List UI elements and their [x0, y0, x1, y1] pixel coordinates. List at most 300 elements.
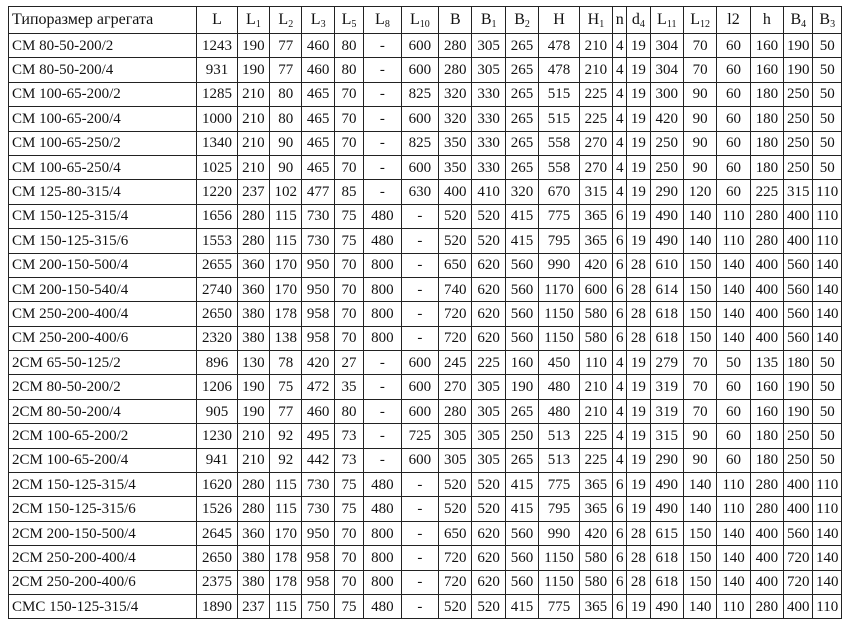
dimension-cell: 319: [650, 375, 683, 399]
dimension-cell: 90: [683, 82, 716, 106]
dimension-cell: 580: [579, 570, 612, 594]
dimension-cell: 19: [627, 594, 650, 618]
dimension-cell: 265: [505, 34, 538, 58]
dimension-cell: 520: [439, 229, 472, 253]
dimension-cell: 28: [627, 253, 650, 277]
dimension-cell: 490: [650, 229, 683, 253]
dimension-cell: 73: [334, 424, 363, 448]
dimension-cell: 75: [334, 594, 363, 618]
table-row: [9, 473, 842, 497]
dimension-cell: 4: [613, 82, 627, 106]
dimension-cell: 210: [579, 58, 612, 82]
dimension-cell: 70: [683, 399, 716, 423]
column-header-label: H: [587, 11, 600, 28]
dimension-cell: 19: [627, 204, 650, 228]
dimension-cell: 265: [505, 155, 538, 179]
dimension-cell: 320: [439, 107, 472, 131]
dimension-cell: 720: [784, 570, 813, 594]
column-header-subscript: 1: [491, 19, 497, 30]
dimension-cell: 365: [579, 204, 612, 228]
table-row: [9, 204, 842, 228]
table-row: [9, 34, 842, 58]
dimension-cell: 515: [539, 82, 579, 106]
dimension-cell: 90: [683, 107, 716, 131]
dimension-cell: 304: [650, 34, 683, 58]
dimension-cell: 305: [472, 58, 505, 82]
dimension-cell: 400: [750, 570, 783, 594]
dimension-cell: 580: [579, 302, 612, 326]
dimension-cell: 1656: [197, 204, 237, 228]
dimension-cell: 60: [717, 34, 750, 58]
table-row: [9, 302, 842, 326]
dimension-cell: 650: [439, 521, 472, 545]
dimension-cell: 360: [237, 253, 269, 277]
dimension-cell: 110: [813, 497, 842, 521]
dimension-cell: 480: [539, 399, 579, 423]
dimension-cell: 6: [613, 302, 627, 326]
dimension-cell: 730: [302, 229, 334, 253]
dimension-cell: 795: [539, 229, 579, 253]
dimension-cell: 480: [364, 473, 401, 497]
dimension-cell: 178: [270, 570, 302, 594]
table-row: [9, 521, 842, 545]
dimension-cell: 520: [472, 497, 505, 521]
dimension-cell: 618: [650, 302, 683, 326]
dimension-cell: 50: [813, 82, 842, 106]
table-body: [9, 34, 842, 619]
dimension-cell: 280: [237, 229, 269, 253]
dimension-cell: 775: [539, 594, 579, 618]
dimension-cell: 740: [439, 277, 472, 301]
dimension-cell: 515: [539, 107, 579, 131]
dimension-cell: 620: [472, 277, 505, 301]
dimension-cell: 140: [683, 594, 716, 618]
column-header-subscript: 2: [524, 19, 530, 30]
dimension-cell: 210: [579, 375, 612, 399]
dimension-cell: 250: [784, 424, 813, 448]
dimension-cell: 1340: [197, 131, 237, 155]
dimension-cell: 490: [650, 204, 683, 228]
dimension-cell: 520: [439, 497, 472, 521]
dimension-cell: 614: [650, 277, 683, 301]
dimension-cell: 1230: [197, 424, 237, 448]
dimension-cell: 600: [579, 277, 612, 301]
dimension-cell: 905: [197, 399, 237, 423]
dimension-cell: 600: [401, 34, 438, 58]
dimension-cell: 415: [505, 204, 538, 228]
dimension-cell: 4: [613, 58, 627, 82]
unit-model-cell: СМС 150-125-315/4: [9, 594, 197, 618]
table-row: [9, 351, 842, 375]
dimension-cell: 6: [613, 277, 627, 301]
dimension-cell: 420: [579, 521, 612, 545]
dimension-cell: 896: [197, 351, 237, 375]
dimension-cell: 35: [334, 375, 363, 399]
dimension-cell: 350: [439, 131, 472, 155]
dimension-cell: 560: [784, 521, 813, 545]
dimension-cell: 28: [627, 326, 650, 350]
dimension-cell: 210: [237, 155, 269, 179]
dimension-cell: 265: [505, 58, 538, 82]
dimension-cell: 110: [717, 229, 750, 253]
table-row: [9, 131, 842, 155]
column-header-label: L: [690, 11, 701, 28]
dimension-cell: 50: [813, 351, 842, 375]
dimension-cell: 520: [439, 204, 472, 228]
dimension-cell: -: [401, 570, 438, 594]
dimension-cell: 450: [539, 351, 579, 375]
dimension-cell: -: [401, 497, 438, 521]
dimension-cell: 150: [683, 302, 716, 326]
column-header: [650, 7, 683, 34]
dimension-cell: 795: [539, 497, 579, 521]
dimension-cell: -: [364, 448, 401, 472]
dimension-cell: 6: [613, 473, 627, 497]
dimension-cell: 558: [539, 155, 579, 179]
dimension-cell: 19: [627, 351, 650, 375]
dimension-cell: 304: [650, 58, 683, 82]
column-header-subscript: 4: [801, 19, 807, 30]
table-row: [9, 375, 842, 399]
dimension-cell: 520: [472, 594, 505, 618]
dimension-cell: 365: [579, 229, 612, 253]
dimension-cell: 110: [717, 497, 750, 521]
table-row: [9, 497, 842, 521]
column-header: [270, 7, 302, 34]
dimension-cell: 140: [717, 277, 750, 301]
dimension-cell: 85: [334, 180, 363, 204]
dimension-cell: 140: [717, 302, 750, 326]
dimension-cell: 4: [613, 107, 627, 131]
column-header: [9, 7, 197, 34]
dimension-cell: 931: [197, 58, 237, 82]
unit-model-cell: 2СМ 100-65-200/2: [9, 424, 197, 448]
dimension-cell: 6: [613, 253, 627, 277]
dimension-cell: 315: [650, 424, 683, 448]
dimension-cell: 270: [579, 155, 612, 179]
dimension-cell: 800: [364, 253, 401, 277]
dimension-cell: 210: [237, 424, 269, 448]
dimension-cell: 140: [717, 521, 750, 545]
dimension-cell: 460: [302, 399, 334, 423]
dimension-cell: 265: [505, 82, 538, 106]
dimension-cell: 140: [683, 497, 716, 521]
unit-model-cell: СМ 150-125-315/4: [9, 204, 197, 228]
dimension-cell: 720: [439, 546, 472, 570]
table-row: [9, 58, 842, 82]
dimension-cell: 560: [784, 277, 813, 301]
dimension-cell: 320: [505, 180, 538, 204]
dimension-cell: 415: [505, 229, 538, 253]
dimension-cell: 170: [270, 521, 302, 545]
column-header-subscript: 3: [830, 19, 836, 30]
dimension-cell: 560: [505, 277, 538, 301]
unit-model-cell: СМ 80-50-200/4: [9, 58, 197, 82]
dimension-cell: 560: [784, 302, 813, 326]
dimension-cell: 140: [813, 546, 842, 570]
dimension-cell: 442: [302, 448, 334, 472]
table-row: [9, 546, 842, 570]
dimension-cell: 70: [334, 155, 363, 179]
dimension-cell: 210: [237, 82, 269, 106]
dimension-cell: 410: [472, 180, 505, 204]
dimension-cell: 6: [613, 570, 627, 594]
dimension-cell: 180: [750, 448, 783, 472]
dimension-cell: -: [401, 521, 438, 545]
dimension-cell: 320: [439, 82, 472, 106]
dimension-cell: 558: [539, 131, 579, 155]
dimension-cell: 560: [505, 521, 538, 545]
column-header: [197, 7, 237, 34]
dimension-cell: 250: [784, 155, 813, 179]
dimension-cell: 380: [237, 570, 269, 594]
dimension-cell: 110: [717, 594, 750, 618]
dimension-cell: -: [364, 375, 401, 399]
dimension-cell: 19: [627, 448, 650, 472]
dimension-cell: 400: [784, 594, 813, 618]
dimension-cell: 250: [650, 155, 683, 179]
column-header-label: B: [819, 11, 831, 28]
dimension-cell: 280: [237, 497, 269, 521]
dimension-cell: 77: [270, 58, 302, 82]
dimension-cell: 19: [627, 155, 650, 179]
dimension-cell: 70: [334, 326, 363, 350]
dimension-cell: 70: [334, 131, 363, 155]
dimension-cell: -: [364, 58, 401, 82]
column-header: [579, 7, 612, 34]
dimension-cell: 1150: [539, 546, 579, 570]
dimension-cell: -: [401, 473, 438, 497]
dimension-cell: 520: [439, 594, 472, 618]
column-header: [401, 7, 438, 34]
dimension-cell: 280: [439, 399, 472, 423]
column-header-label: H: [553, 11, 565, 28]
table-row: [9, 180, 842, 204]
unit-model-cell: 2СМ 150-125-315/6: [9, 497, 197, 521]
dimension-cell: 280: [750, 497, 783, 521]
dimension-cell: 990: [539, 521, 579, 545]
dimension-cell: -: [364, 399, 401, 423]
dimension-cell: 360: [237, 521, 269, 545]
column-header-label: n: [615, 11, 624, 28]
unit-model-cell: 2СМ 65-50-125/2: [9, 351, 197, 375]
dimension-cell: 480: [364, 229, 401, 253]
dimension-cell: 400: [750, 277, 783, 301]
dimension-cell: 800: [364, 277, 401, 301]
dimension-cell: 513: [539, 424, 579, 448]
dimension-cell: 620: [472, 546, 505, 570]
dimension-cell: 70: [683, 58, 716, 82]
dimension-cell: 958: [302, 326, 334, 350]
dimension-cell: 225: [579, 424, 612, 448]
dimension-cell: 600: [401, 448, 438, 472]
dimension-cell: 19: [627, 473, 650, 497]
unit-model-cell: СМ 80-50-200/2: [9, 34, 197, 58]
dimension-cell: 150: [683, 277, 716, 301]
dimension-cell: 250: [784, 131, 813, 155]
dimension-cell: 400: [784, 473, 813, 497]
dimension-cell: 110: [813, 229, 842, 253]
dimension-cell: 720: [784, 546, 813, 570]
dimension-cell: 478: [539, 58, 579, 82]
dimension-cell: 80: [334, 58, 363, 82]
dimension-cell: 350: [439, 155, 472, 179]
dimension-cell: 90: [683, 155, 716, 179]
dimension-cell: 600: [401, 58, 438, 82]
dimension-cell: 6: [613, 497, 627, 521]
dimension-cell: 70: [334, 82, 363, 106]
dimension-cell: 150: [683, 253, 716, 277]
dimension-cell: 110: [813, 594, 842, 618]
unit-model-cell: СМ 100-65-200/4: [9, 107, 197, 131]
dimension-cell: 60: [717, 448, 750, 472]
dimension-cell: 330: [472, 155, 505, 179]
dimension-cell: 2375: [197, 570, 237, 594]
dimension-cell: 730: [302, 204, 334, 228]
dimension-cell: 365: [579, 473, 612, 497]
dimension-cell: 190: [784, 375, 813, 399]
dimension-cell: 90: [270, 131, 302, 155]
dimension-cell: 210: [579, 34, 612, 58]
dimension-cell: 4: [613, 131, 627, 155]
dimension-cell: 490: [650, 594, 683, 618]
dimension-cell: 140: [717, 326, 750, 350]
table-row: [9, 82, 842, 106]
dimension-cell: 4: [613, 34, 627, 58]
dimension-cell: -: [401, 594, 438, 618]
dimension-cell: 19: [627, 34, 650, 58]
unit-model-cell: 2СМ 150-125-315/4: [9, 473, 197, 497]
dimension-cell: 265: [505, 448, 538, 472]
dimension-cell: 620: [472, 326, 505, 350]
column-header-label: L: [310, 11, 321, 28]
dimension-cell: 50: [813, 107, 842, 131]
dimension-cell: 70: [334, 277, 363, 301]
dimension-cell: 465: [302, 131, 334, 155]
unit-model-cell: СМ 150-125-315/6: [9, 229, 197, 253]
dimension-cell: 250: [784, 448, 813, 472]
dimension-cell: 19: [627, 424, 650, 448]
dimension-cell: 19: [627, 497, 650, 521]
dimension-cell: 60: [717, 107, 750, 131]
unit-model-cell: 2СМ 100-65-200/4: [9, 448, 197, 472]
dimension-cell: 1526: [197, 497, 237, 521]
dimension-cell: 6: [613, 594, 627, 618]
dimension-cell: 1243: [197, 34, 237, 58]
column-header-label: Типоразмер агрегата: [12, 11, 154, 28]
dimension-cell: 620: [472, 570, 505, 594]
dimension-cell: -: [401, 253, 438, 277]
dimension-cell: 950: [302, 253, 334, 277]
dimension-cell: 513: [539, 448, 579, 472]
dimension-cell: 180: [750, 424, 783, 448]
dimension-cell: 560: [784, 326, 813, 350]
dimension-cell: 319: [650, 399, 683, 423]
dimension-cell: 50: [813, 448, 842, 472]
dimension-cell: 1620: [197, 473, 237, 497]
dimension-cell: 19: [627, 107, 650, 131]
dimension-cell: -: [401, 229, 438, 253]
dimension-cell: 180: [750, 107, 783, 131]
dimension-cell: 160: [750, 375, 783, 399]
dimension-cell: 140: [813, 570, 842, 594]
dimension-cell: 60: [717, 424, 750, 448]
dimension-cell: 2320: [197, 326, 237, 350]
dimension-cell: 420: [650, 107, 683, 131]
dimension-cell: 138: [270, 326, 302, 350]
dimension-cell: 102: [270, 180, 302, 204]
dimension-cell: 77: [270, 399, 302, 423]
column-header: [439, 7, 472, 34]
dimension-cell: 2650: [197, 546, 237, 570]
dimension-cell: 265: [505, 399, 538, 423]
column-header-label: B: [514, 11, 525, 28]
dimension-cell: 1890: [197, 594, 237, 618]
dimension-cell: 958: [302, 570, 334, 594]
dimension-cell: 80: [334, 399, 363, 423]
dimension-cell: 110: [813, 204, 842, 228]
unit-model-cell: СМ 100-65-200/2: [9, 82, 197, 106]
column-header: [505, 7, 538, 34]
table-row: [9, 448, 842, 472]
dimension-cell: 618: [650, 570, 683, 594]
dimension-cell: 265: [505, 131, 538, 155]
unit-model-cell: СМ 200-150-500/4: [9, 253, 197, 277]
dimension-cell: 465: [302, 155, 334, 179]
dimension-cell: 1206: [197, 375, 237, 399]
dimension-cell: -: [364, 82, 401, 106]
dimension-cell: 600: [401, 399, 438, 423]
dimension-cell: 225: [472, 351, 505, 375]
column-header-label: L: [375, 11, 385, 28]
dimension-cell: 380: [237, 546, 269, 570]
header-row: [9, 7, 842, 34]
dimension-cell: 75: [270, 375, 302, 399]
dimension-cell: 90: [683, 448, 716, 472]
column-header-label: B: [790, 11, 802, 28]
dimension-cell: 90: [683, 131, 716, 155]
dimension-cell: 115: [270, 204, 302, 228]
dimension-cell: 140: [717, 546, 750, 570]
dimension-cell: 941: [197, 448, 237, 472]
dimension-cell: 50: [813, 155, 842, 179]
dimension-cell: 1150: [539, 570, 579, 594]
dimension-cell: 110: [813, 473, 842, 497]
dimension-cell: -: [364, 424, 401, 448]
dimension-cell: 115: [270, 594, 302, 618]
dimension-cell: 620: [472, 521, 505, 545]
column-header: [472, 7, 505, 34]
dimension-cell: 620: [472, 253, 505, 277]
dimension-cell: 90: [270, 155, 302, 179]
dimension-cell: 950: [302, 277, 334, 301]
column-header: [683, 7, 716, 34]
dimension-cell: 60: [717, 399, 750, 423]
dimension-cell: 140: [683, 229, 716, 253]
dimension-cell: 110: [717, 204, 750, 228]
dimension-cell: 170: [270, 277, 302, 301]
dimension-cell: 280: [439, 58, 472, 82]
dimension-cell: 60: [717, 82, 750, 106]
dimension-cell: 178: [270, 302, 302, 326]
column-header: [539, 7, 579, 34]
dimension-cell: 28: [627, 546, 650, 570]
dimension-cell: 415: [505, 473, 538, 497]
dimension-cell: 1150: [539, 302, 579, 326]
dimension-cell: 305: [472, 424, 505, 448]
dimension-cell: 180: [784, 351, 813, 375]
dimension-cell: 825: [401, 131, 438, 155]
